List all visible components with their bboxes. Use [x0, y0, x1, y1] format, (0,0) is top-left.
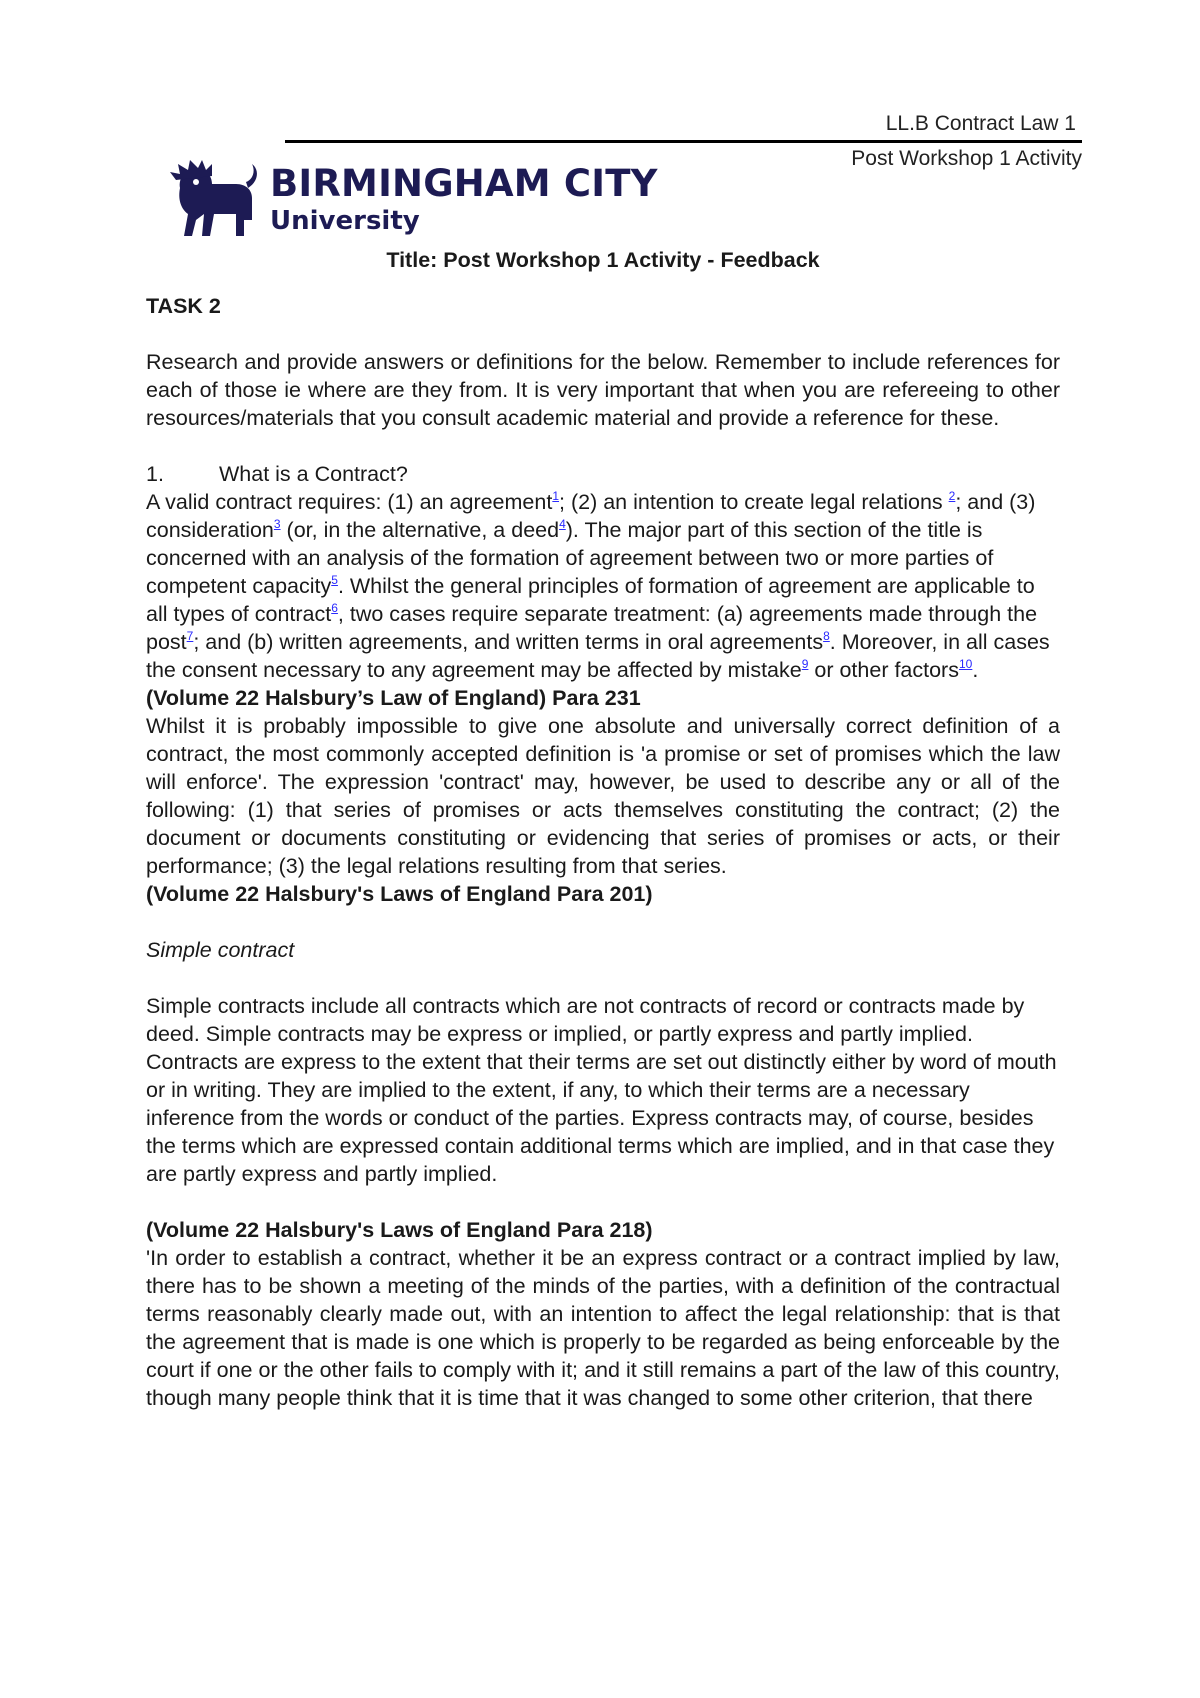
question-heading: [146, 460, 1060, 488]
document-body: [146, 246, 1060, 1412]
logo-name: BIRMINGHAM CITY: [270, 162, 658, 205]
logo-subtitle: University: [270, 206, 420, 236]
header-activity: Post Workshop 1 Activity: [851, 147, 1082, 170]
simple-contract-paragraph: Simple contracts include all contracts which are not contracts of record or contracts made by deed. Simple contracts may be express or implied, or partly express and partly implied. Contracts are express to the extent that their terms are set out distinctly either by word of mouth or in writing. They are implied to the extent, if any, to which their terms are a necessary inference from the words or conduct of the parties. Express contracts may, of course, besides the terms which are expressed contain additional terms which are implied, and in that case they are partly express and partly implied.: [146, 994, 1057, 1186]
reference-citation: (Volume 22 Halsbury's Laws of England Para 201): [146, 882, 653, 906]
lion-crest-icon: [166, 158, 262, 238]
header-course: LL.B Contract Law 1: [885, 112, 1076, 135]
quote-paragraph: 'In order to establish a contract, whether it be an express contract or a contract implied by law, there has to be shown a meeting of the minds of the parties, with a definition of the contractual terms reasonably clearly made out, with an intention to affect the legal relationship: that is that the agreement that is made is one which is properly to be regarded as being enforceable by the court if one or the other fails to comply with it; and it still remains a part of the law of this country, though many people think that it is time that it was changed to some other criterion, that there: [146, 1246, 1060, 1410]
footnote-link[interactable]: 8: [823, 629, 830, 643]
footnote-link[interactable]: 10: [958, 657, 973, 671]
footnote-link[interactable]: 4: [559, 517, 566, 531]
definition-quote-paragraph: Whilst it is probably impossible to give one absolute and universally correct definition of a contract, the most commonly accepted definition is 'a promise or set of promises which the law will enforce'. The expression 'contract' may, however, be used to describe any or all of the following: (1) that series of promises or acts themselves constituting the contract; (2) the document or documents constituting or evidencing that series of promises or acts, or their performance; (3) the legal relations resulting from that series.: [146, 714, 1060, 878]
footnote-link[interactable]: 5: [331, 573, 338, 587]
footnote-link[interactable]: 9: [801, 657, 809, 671]
footnote-link[interactable]: 6: [331, 601, 338, 615]
task-heading: TASK 2: [146, 294, 221, 318]
footnote-link[interactable]: 1: [552, 489, 560, 503]
university-logo: [166, 158, 658, 238]
reference-citation: (Volume 22 Halsbury’s Law of England) Para 231: [146, 686, 641, 710]
reference-citation: (Volume 22 Halsbury's Laws of England Para 218): [146, 1218, 653, 1242]
section-heading: Simple contract: [146, 938, 295, 962]
intro-paragraph: Research and provide answers or definitions for the below. Remember to include references for each of those ie where are they from. It is very important that when you are refereeing to other resources/materials that you consult academic material and provide a reference for these.: [146, 350, 1060, 430]
footnote-link[interactable]: 2: [948, 489, 956, 503]
page-title: Title: Post Workshop 1 Activity - Feedback: [386, 248, 820, 272]
footnote-link[interactable]: 3: [273, 517, 281, 531]
question-text: What is a Contract?: [219, 462, 408, 486]
definition-paragraph: A valid contract requires: (1) an agreement$^1$; (2) an intention to create legal relations $^2$; and (3) consideration$^3$ (or, in the alternative, a deed$^4$). The major part of this section of the title is concerned with an analysis of the formation of agreement between two or more parties of competent capacity$^5$. Whilst the general principles of formation of agreement are applicable to all types of contract$^6$, two cases require separate treatment: (a) agreements made through the post$^7$; and (b) written agreements, and written terms in oral agreements$^8$. Moreover, in all cases the consent necessary to any agreement may be affected by mistake$^9$ or other factors$^{10}$.: [146, 489, 1050, 682]
header-rule: [285, 140, 1082, 143]
question-number: 1.: [146, 462, 164, 486]
footnote-link[interactable]: 7: [186, 629, 194, 643]
